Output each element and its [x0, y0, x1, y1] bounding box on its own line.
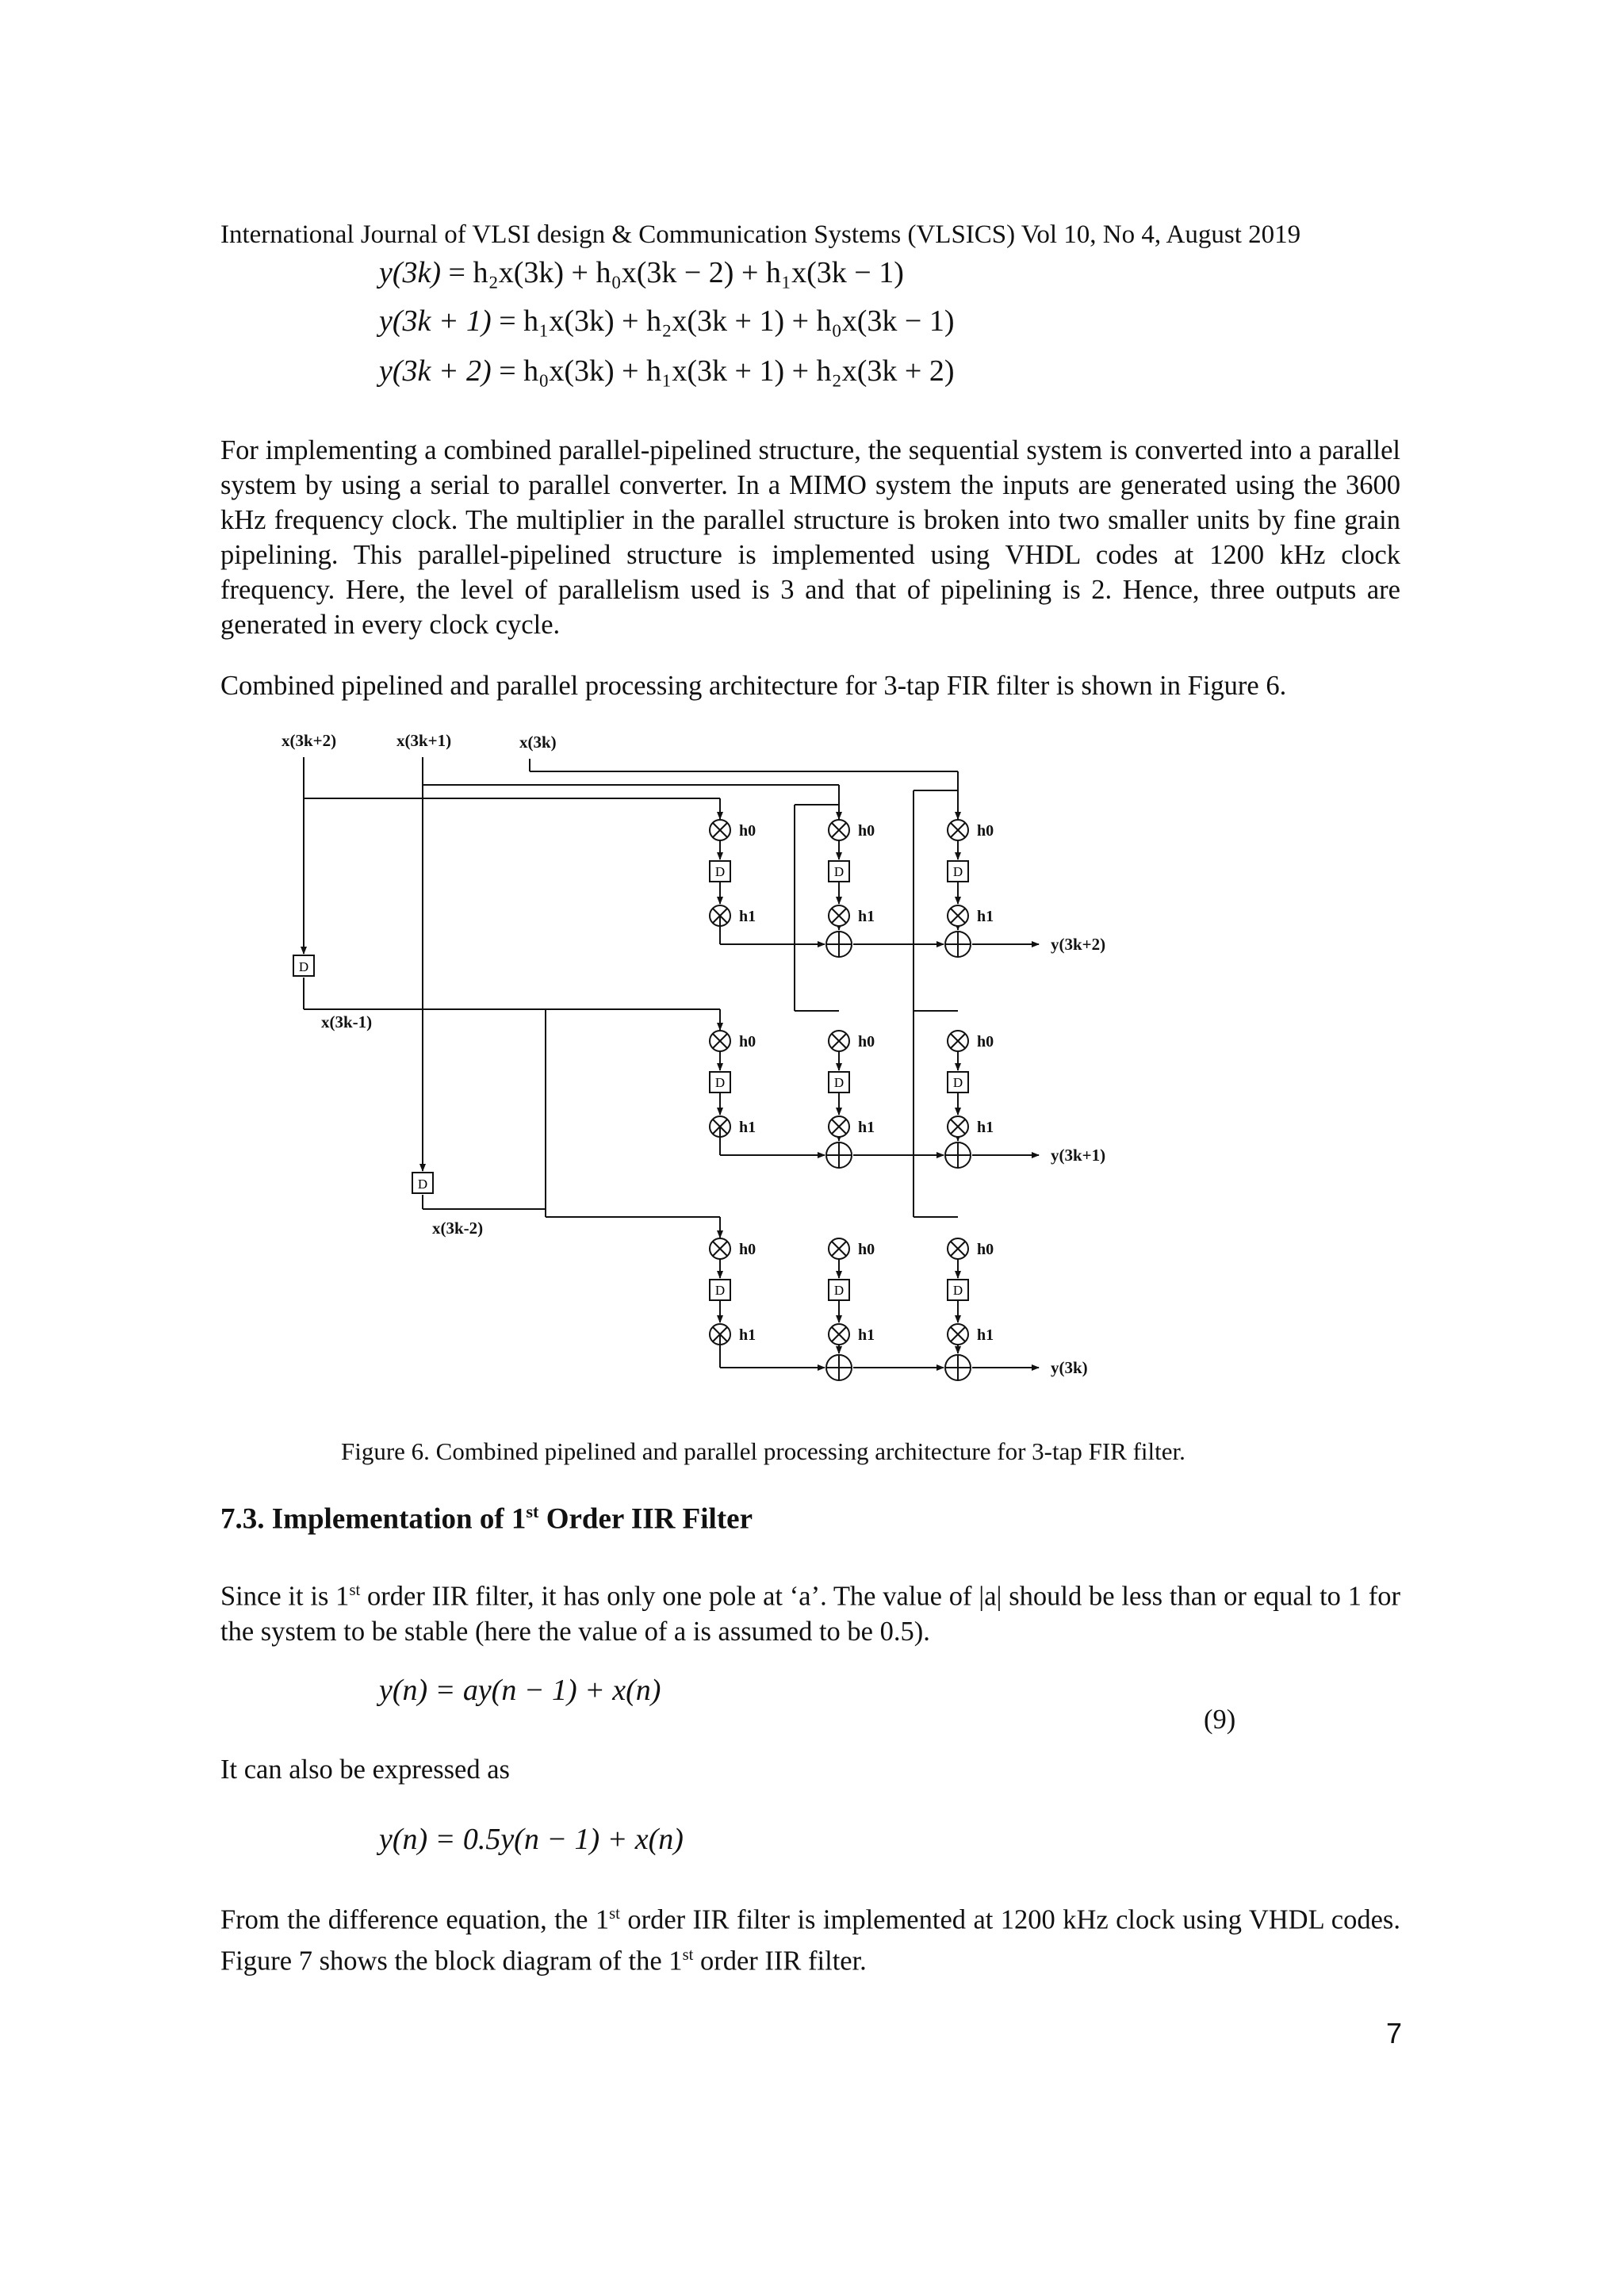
coefficient-h1-label: h1 — [977, 908, 994, 925]
output-label-y3k-plus-2: y(3k+2) — [1051, 935, 1106, 954]
paragraph-parallel-pipelined: For implementing a combined parallel-pipelined structure, the sequential system is converted into a parallel system by using a serial to parallel converter. In a MIMO system the inputs are generated using the 3600 kHz frequency clock. The multiplier in the parallel structure is broken into two smaller units by fine grain pipelining. This parallel-pipelined structure is implemented using VHDL codes at 1200 kHz clock frequency. Here, the level of parallelism used is 3 and that of pipelining is 2. Hence, three outputs are generated in every clock cycle. — [220, 435, 1400, 640]
superscript: st — [349, 1582, 361, 1599]
section-heading-b: Order IIR Filter — [538, 1502, 753, 1536]
multiplier-h0 — [948, 1238, 968, 1259]
delay-label: D — [714, 1075, 726, 1090]
coefficient-h1-label: h1 — [977, 1326, 994, 1344]
coefficient-h1-label: h1 — [739, 1119, 756, 1136]
equation-9-number: (9) — [1204, 1705, 1236, 1735]
page-number: 7 — [1386, 2017, 1403, 2049]
coefficient-h0-label: h0 — [739, 1033, 756, 1050]
multiplier-h0 — [829, 1238, 849, 1259]
delay-label: D — [833, 1283, 845, 1298]
equation-rhs: = h₂x(3k) + h₀x(3k − 2) + h₁x(3k − 1) — [448, 256, 904, 289]
equation-alt: y(n) = 0.5y(n − 1) + x(n) — [379, 1823, 684, 1856]
equation-rhs: = h₀x(3k) + h₁x(3k + 1) + h₂x(3k + 2) — [499, 354, 955, 388]
coefficient-h0-label: h0 — [977, 822, 994, 840]
coefficient-h0-label: h0 — [977, 1241, 994, 1258]
multiplier-h1 — [948, 1324, 968, 1345]
section-heading — [220, 1502, 753, 1536]
coefficient-h1-label: h1 — [739, 908, 756, 925]
adder — [945, 1142, 971, 1168]
coefficient-h0-label: h0 — [858, 822, 875, 840]
multiplier-h0 — [710, 1031, 730, 1051]
adder — [826, 1142, 852, 1168]
input-label-x3k: x(3k) — [519, 733, 557, 752]
delay-label: D — [833, 864, 845, 879]
delay-box — [293, 955, 314, 976]
output-label-y3k: y(3k) — [1051, 1358, 1088, 1377]
text-span: order IIR filter, it has only one pole at ‘a’. The value of |a| should be less than or equal to 1 for the system to be stable (here the value of a is assumed to be 0.5). — [220, 1581, 1400, 1647]
coefficient-h0-label: h0 — [977, 1033, 994, 1050]
figure-caption: Figure 6. Combined pipelined and parallel processing architecture for 3-tap FIR filter. — [341, 1437, 1185, 1465]
multiplier-h0 — [829, 820, 849, 840]
equation-lhs: y(3k + 2) — [379, 354, 492, 388]
paragraph-figure-intro: Combined pipelined and parallel processing architecture for 3-tap FIR filter is shown in Figure 6. — [220, 671, 1287, 701]
adder — [945, 932, 971, 957]
delay-label: D — [833, 1075, 845, 1090]
section-heading-a: 7.3. Implementation of 1 — [220, 1502, 527, 1536]
multiplier-h1 — [829, 1324, 849, 1345]
delayed-label-x3k-minus-1: x(3k-1) — [321, 1012, 373, 1031]
equation-y3k-plus-1 — [379, 304, 955, 339]
coefficient-h1-label: h1 — [739, 1326, 756, 1344]
input-label-x3k-plus-1: x(3k+1) — [396, 731, 452, 750]
multiplier-h0 — [710, 1238, 730, 1259]
text-span: From the difference equation, the 1 — [220, 1904, 610, 1935]
coefficient-h0-label: h0 — [858, 1241, 875, 1258]
coefficient-h1-label: h1 — [858, 908, 875, 925]
equation-y3k — [379, 255, 904, 290]
equation-9: y(n) = ay(n − 1) + x(n) — [379, 1674, 661, 1707]
delay-label: D — [714, 864, 726, 879]
delay-label: D — [417, 1177, 428, 1192]
delay-label: D — [714, 1283, 726, 1298]
multiplier-h0 — [948, 820, 968, 840]
coefficient-h0-label: h0 — [739, 1241, 756, 1258]
equation-lhs: y(3k) — [379, 256, 442, 289]
multiplier-h0 — [710, 820, 730, 840]
delay-label: D — [952, 1283, 963, 1298]
equation-rhs: = h₁x(3k) + h₂x(3k + 1) + h₀x(3k − 1) — [499, 304, 955, 338]
multiplier-h1 — [829, 1116, 849, 1137]
multiplier-h0 — [948, 1031, 968, 1051]
text-span: order IIR filter. — [693, 1946, 867, 1976]
journal-header: International Journal of VLSI design & Communication Systems (VLSICS) Vol 10, No 4, August 2019 — [220, 220, 1301, 249]
multiplier-h1 — [948, 905, 968, 926]
coefficient-h1-label: h1 — [858, 1326, 875, 1344]
adder — [945, 1355, 971, 1380]
coefficient-h1-label: h1 — [858, 1119, 875, 1136]
text-span: order IIR filter is implemented at 1200 kHz clock using VHDL codes. Figure 7 shows the block diagram of the 1 — [220, 1904, 1400, 1976]
equation-lhs: y(3k + 1) — [379, 304, 492, 338]
paragraph-iir-pole — [220, 1573, 1400, 1649]
section-heading-sup: st — [526, 1502, 539, 1521]
coefficient-h0-label: h0 — [858, 1033, 875, 1050]
superscript: st — [609, 1905, 620, 1923]
adder — [826, 932, 852, 957]
equation-y3k-plus-2 — [379, 354, 955, 388]
paragraph-expressed-as: It can also be expressed as — [220, 1755, 510, 1785]
superscript: st — [682, 1946, 694, 1964]
adder — [826, 1355, 852, 1380]
coefficient-h1-label: h1 — [977, 1119, 994, 1136]
multiplier-h1 — [829, 905, 849, 926]
paragraph-iir-implementation — [220, 1896, 1400, 1978]
output-label-y3k-plus-1: y(3k+1) — [1051, 1146, 1106, 1165]
text-span: Since it is 1 — [220, 1581, 350, 1612]
fir-architecture-diagram — [278, 725, 1189, 1423]
delayed-label-x3k-minus-2: x(3k-2) — [432, 1219, 484, 1238]
delay-label: D — [952, 864, 963, 879]
multiplier-h1 — [948, 1116, 968, 1137]
delay-box — [412, 1173, 433, 1193]
input-label-x3k-plus-2: x(3k+2) — [282, 731, 337, 750]
coefficient-h0-label: h0 — [739, 822, 756, 840]
delay-label: D — [952, 1075, 963, 1090]
delay-label: D — [298, 959, 309, 974]
multiplier-h0 — [829, 1031, 849, 1051]
